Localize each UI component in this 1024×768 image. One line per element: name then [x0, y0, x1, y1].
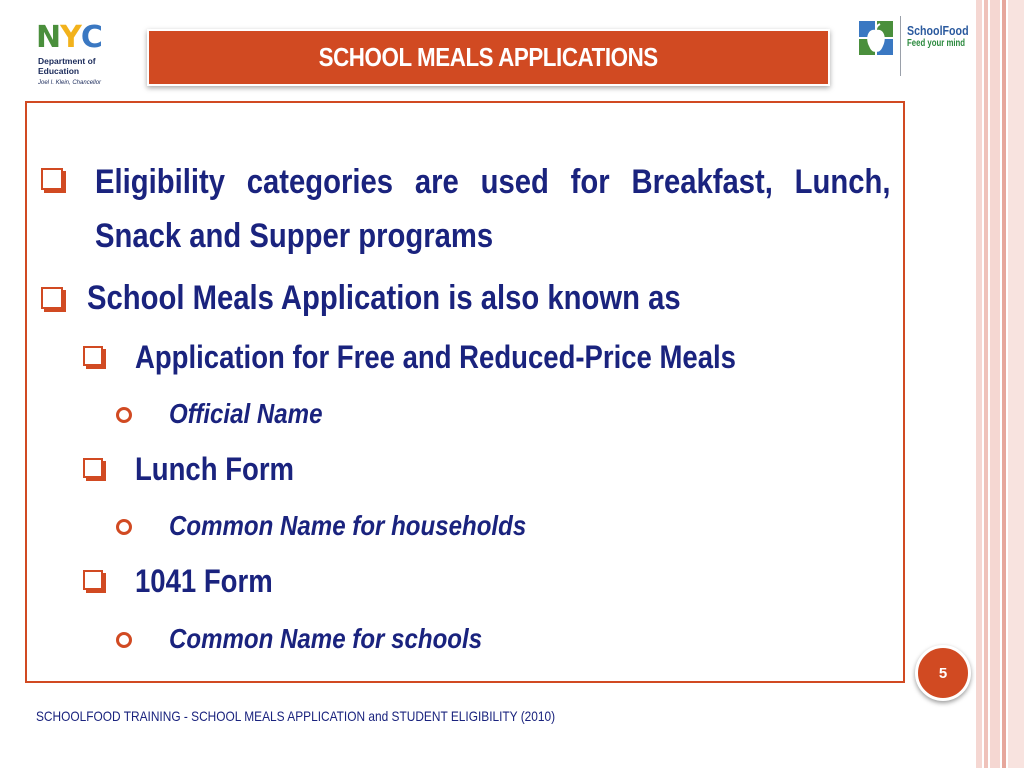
nyc-letter-c: C	[80, 20, 102, 55]
bullet-eligibility-categories: Eligibility categories are used for Breakfast, Lunch, Snack and Supper programs	[95, 163, 891, 255]
page-title: SCHOOL MEALS APPLICATIONS	[318, 42, 659, 72]
ring-bullet-icon	[116, 632, 132, 648]
nyc-letter-n: N	[36, 20, 61, 55]
ring-bullet-icon	[116, 519, 132, 535]
nyc-letter-y: Y	[60, 20, 81, 55]
bullet-1041-form: 1041 Form	[135, 563, 273, 599]
checkbox-bullet-icon	[83, 570, 103, 590]
bullet-common-name-households: Common Name for households	[169, 510, 527, 541]
schoolfood-logo	[858, 16, 978, 78]
doe-line-2: Education	[38, 66, 80, 76]
bullet-also-known-as: School Meals Application is also known as	[87, 279, 681, 317]
nyc-logo-letters	[36, 22, 102, 54]
apple-icon	[858, 20, 896, 60]
bullet-lunch-form: Lunch Form	[135, 451, 294, 487]
doe-line-1: Department of	[38, 56, 96, 66]
checkbox-bullet-icon	[41, 287, 63, 309]
schoolfood-name: SchoolFood	[907, 23, 969, 38]
bullet-application-free-reduced: Application for Free and Reduced-Price Meals	[135, 339, 736, 375]
checkbox-bullet-icon	[83, 346, 103, 366]
logo-divider	[900, 16, 901, 76]
footer-text: SCHOOLFOOD TRAINING - SCHOOL MEALS APPLICATION and STUDENT ELIGIBILITY (2010)	[36, 708, 556, 724]
checkbox-bullet-icon	[83, 458, 103, 478]
schoolfood-tagline: Feed your mind	[907, 38, 966, 49]
ring-bullet-icon	[116, 407, 132, 423]
bullet-official-name: Official Name	[169, 398, 323, 429]
doe-chancellor-line: Joel I. Klein, Chancellor	[38, 80, 102, 86]
bullet-common-name-schools: Common Name for schools	[169, 623, 483, 654]
nyc-doe-logo	[36, 22, 136, 92]
page-number-badge: 5	[915, 645, 971, 701]
title-bar	[147, 29, 830, 86]
content-box	[25, 101, 905, 683]
checkbox-bullet-icon	[41, 168, 63, 190]
decorative-stripes	[976, 0, 1024, 768]
